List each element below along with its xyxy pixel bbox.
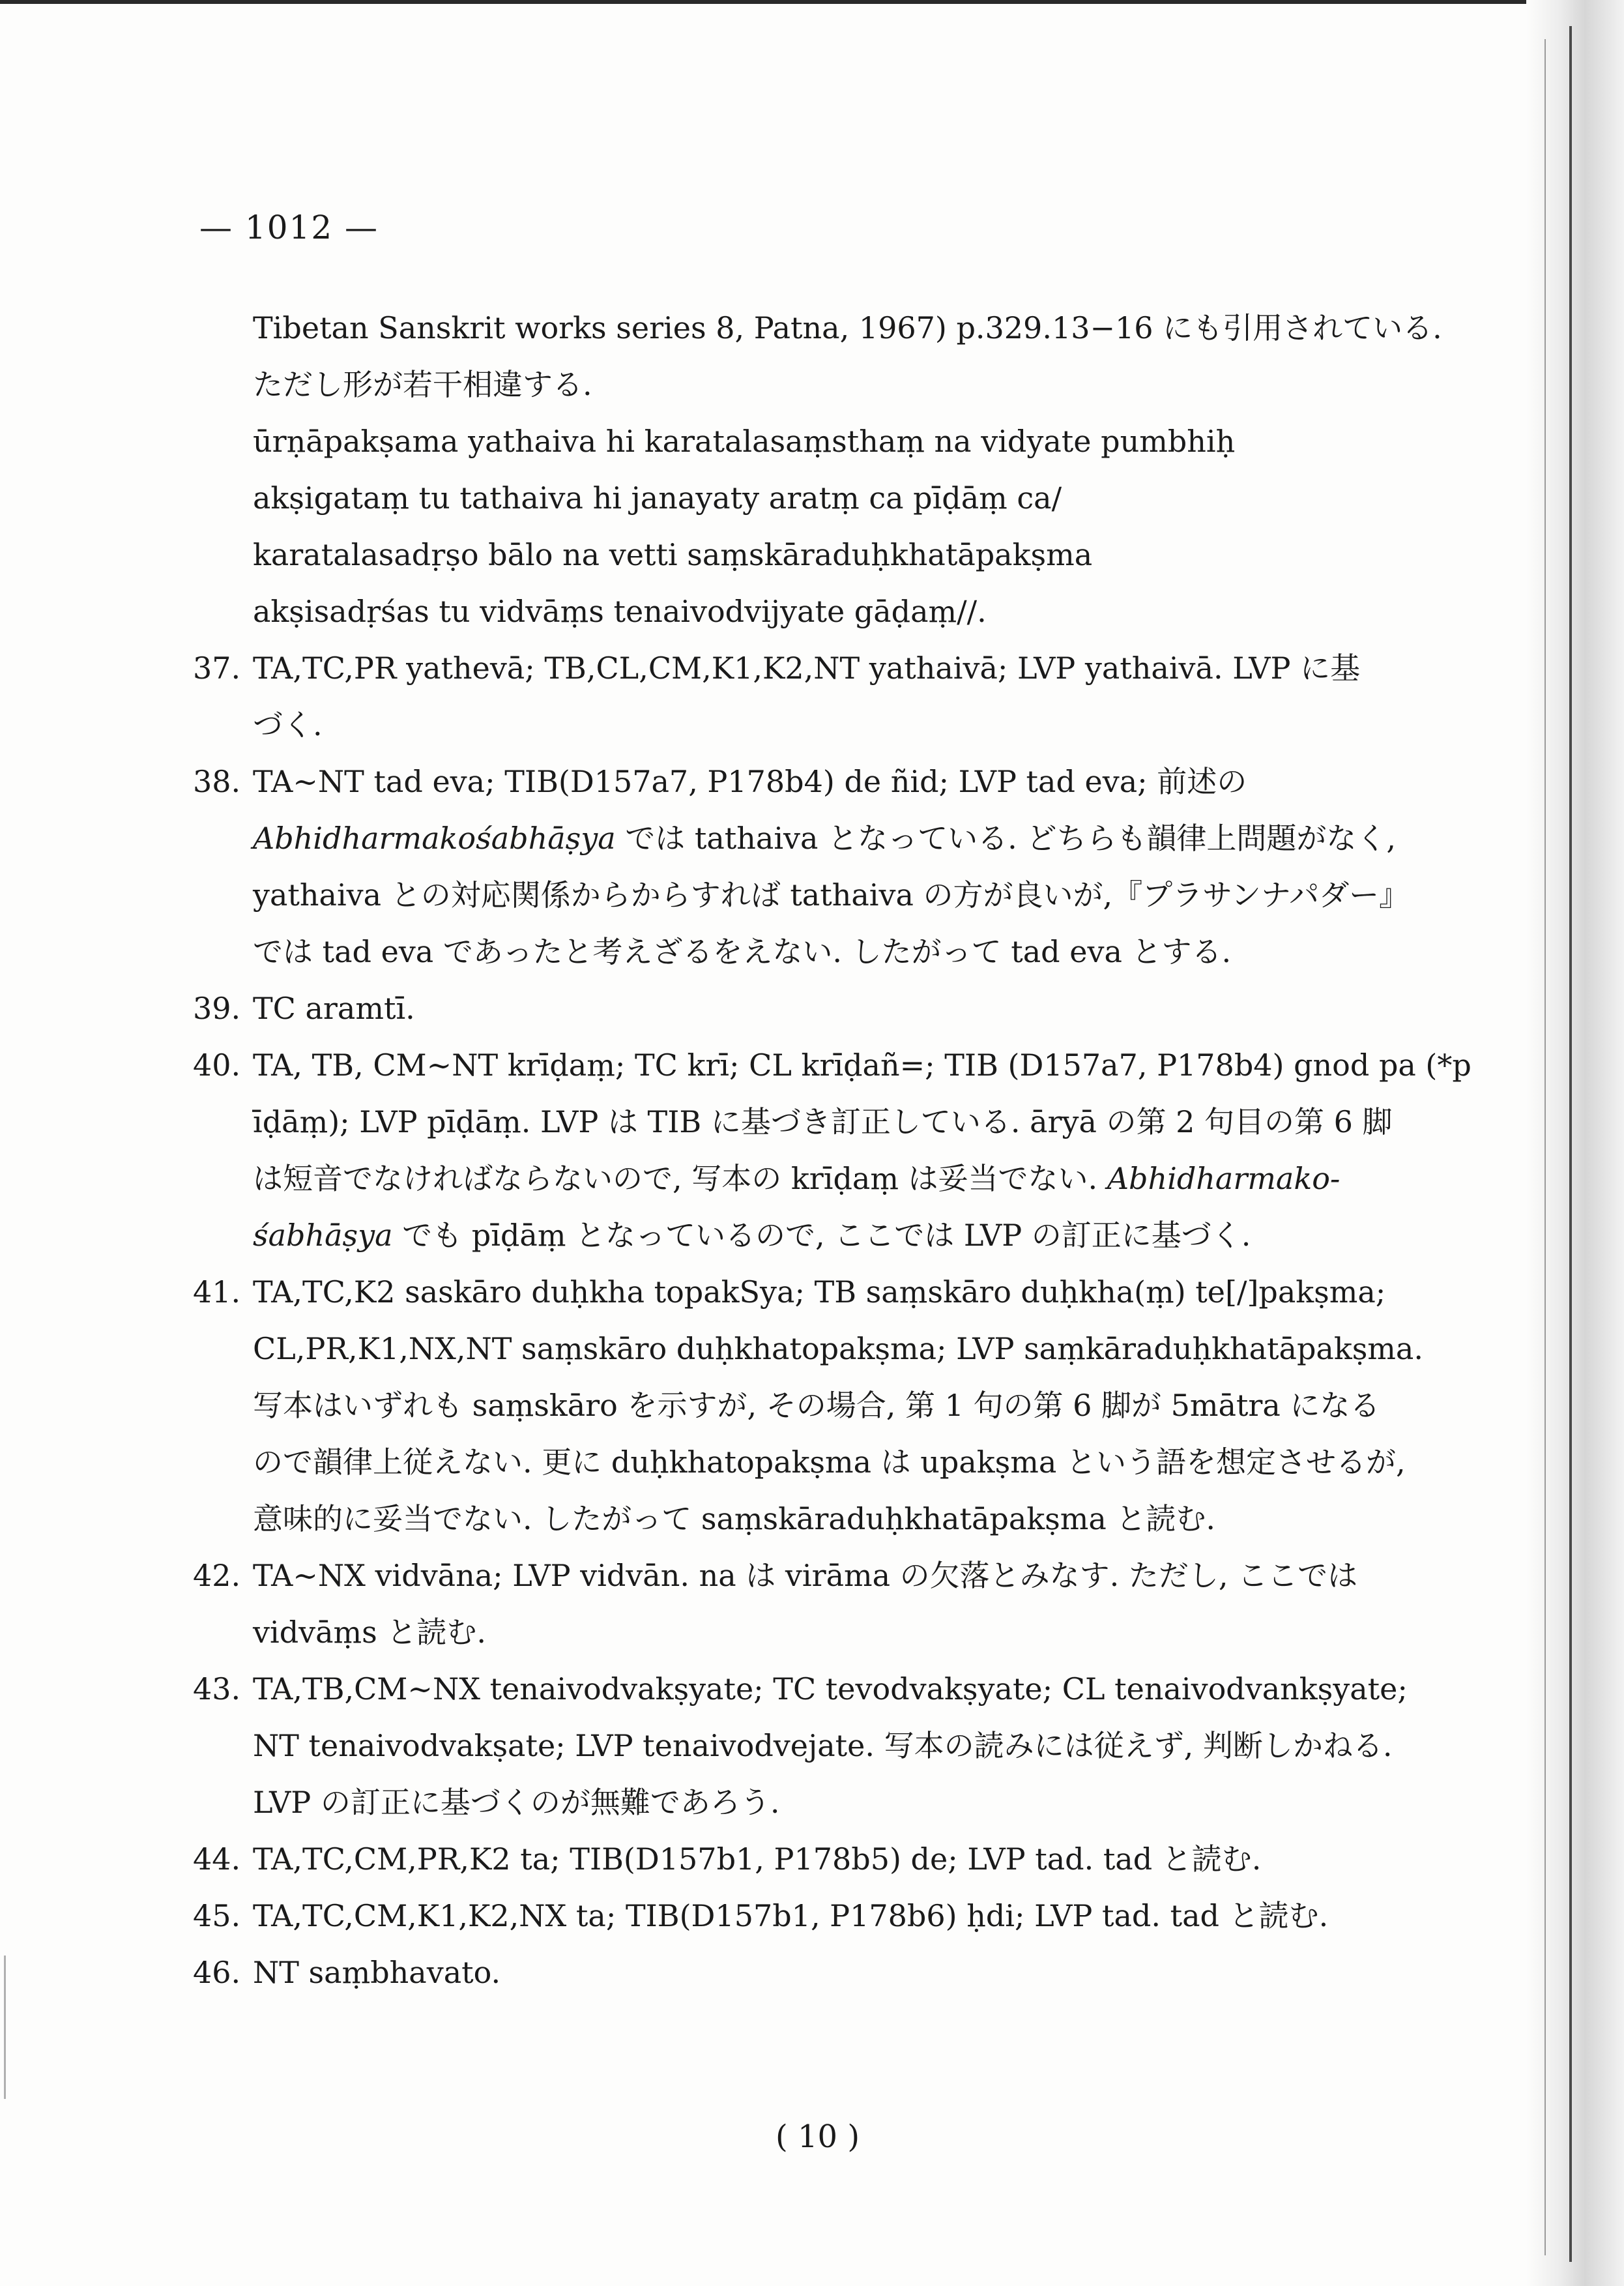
- note-line-mixed: [253, 810, 1418, 867]
- note-number: 40.: [193, 1048, 241, 1083]
- note-44: [193, 1831, 1418, 1888]
- italic-title: Abhidharmako-: [1107, 1161, 1341, 1196]
- note-line: vidvāṃs と読む.: [253, 1615, 487, 1650]
- verse-line: ūrṇāpakṣama yathaiva hi karatalasaṃsthaṃ na vidyate pumbhiḥ: [253, 424, 1236, 459]
- notes-body: [193, 300, 1472, 2001]
- note-37: [193, 640, 1418, 754]
- note-number: 43.: [193, 1671, 241, 1707]
- note-line: TC aramtī.: [253, 991, 415, 1026]
- note-line: TA, TB, CM∼NT krīḍaṃ; TC krī; CL krīḍañ=; TIB (D157a7, P178b4) gnod pa (*p: [253, 1048, 1472, 1083]
- italic-title: śabhāṣya: [253, 1218, 393, 1253]
- note-line: 写本はいずれも saṃskāro を示すが, その場合, 第 1 句の第 6 脚が 5mātra になる: [253, 1388, 1380, 1423]
- note-number: 46.: [193, 1955, 241, 1990]
- note-line: づく.: [253, 707, 323, 742]
- footer-page-label: ( 10 ): [776, 2118, 860, 2155]
- note-42: [193, 1547, 1418, 1661]
- note-line: yathaiva との対応関係からからすれば tathaiva の方が良いが,『プラサンナパダー』: [253, 877, 1410, 913]
- verse-line: karatalasadṛṣo bālo na vetti saṃskāraduḥkhatāpakṣma: [253, 537, 1093, 572]
- note-45: [193, 1888, 1418, 1944]
- note-line: TA,TC,PR yathevā; TB,CL,CM,K1,K2,NT yathaivā; LVP yathaivā. LVP に基: [253, 651, 1361, 686]
- note-line: ので韻律上従えない. 更に duḥkhatopakṣma は upakṣma という語を想定させるが,: [253, 1444, 1406, 1480]
- scan-top-border: [0, 0, 1624, 4]
- note-line: īḍāṃ); LVP pīḍāṃ. LVP は TIB に基づき訂正している. āryā の第 2 句目の第 6 脚: [253, 1104, 1393, 1139]
- italic-title: Abhidharmakośabhāṣya: [253, 821, 616, 856]
- note-39: [193, 980, 1418, 1037]
- note-40: [193, 1037, 1472, 1264]
- note-line-mixed: [253, 1150, 1418, 1207]
- note-41: [193, 1264, 1423, 1547]
- note-line: TA∼NT tad eva; TIB(D157a7, P178b4) de ñid; LVP tad eva; 前述の: [253, 764, 1247, 799]
- intro-line: Tibetan Sanskrit works series 8, Patna, 1967) p.329.13−16 にも引用されている.: [253, 310, 1442, 345]
- note-line-mixed: [253, 1207, 1418, 1264]
- note-line: NT saṃbhavato.: [253, 1955, 501, 1990]
- note-number: 44.: [193, 1841, 241, 1877]
- note-line: では tad eva であったと考えざるをえない. したがって tad eva とする.: [253, 934, 1232, 969]
- note-line: TA,TC,K2 saskāro duḥkha topakSya; TB saṃskāro duḥkha(ṃ) te[/]pakṣma;: [253, 1274, 1386, 1310]
- note-line: TA∼NX vidvāna; LVP vidvān. na は virāma の欠落とみなす. ただし, ここでは: [253, 1558, 1358, 1593]
- verse-line: akṣisadṛśas tu vidvāṃs tenaivodvijyate gāḍaṃ//.: [253, 594, 987, 629]
- note-line-rest: でも pīḍāṃ となっているので, ここでは LVP の訂正に基づく.: [392, 1218, 1251, 1253]
- note-line: NT tenaivodvakṣate; LVP tenaivodvejate. 写本の読みには従えず, 判断しかねる.: [253, 1728, 1393, 1763]
- note-43: [193, 1661, 1418, 1831]
- verse-line: akṣigataṃ tu tathaiva hi janayaty aratṃ ca pīḍāṃ ca/: [253, 480, 1062, 516]
- note-line-rest: では tathaiva となっている. どちらも韻律上問題がなく,: [615, 821, 1396, 856]
- note-line: 意味的に妥当でない. したがって saṃskāraduḥkhatāpakṣma と読む.: [253, 1501, 1216, 1536]
- note-number: 37.: [193, 651, 241, 686]
- note-line: TA,TB,CM∼NX tenaivodvakṣyate; TC tevodvakṣyate; CL tenaivodvankṣyate;: [253, 1671, 1408, 1707]
- note-number: 41.: [193, 1274, 241, 1310]
- page-number: — 1012 —: [199, 209, 379, 246]
- note-number: 38.: [193, 764, 241, 799]
- note-line: CL,PR,K1,NX,NT saṃskāro duḥkhatopakṣma; LVP saṃkāraduḥkhatāpakṣma.: [253, 1331, 1423, 1366]
- binding-edge: [1526, 0, 1624, 2286]
- scan-artifact: [4, 1956, 6, 2099]
- binding-line: [1569, 26, 1572, 2262]
- intro-line: ただし形が若干相違する.: [253, 367, 592, 402]
- note-38: [193, 754, 1418, 980]
- note-number: 42.: [193, 1558, 241, 1593]
- note-line-text: は短音でなければならないので, 写本の krīḍaṃ は妥当でない.: [253, 1161, 1098, 1196]
- binding-line-secondary: [1544, 39, 1546, 2255]
- note-46: [193, 1944, 1418, 2001]
- note-number: 39.: [193, 991, 241, 1026]
- note-number: 45.: [193, 1898, 241, 1933]
- note-line: TA,TC,CM,K1,K2,NX ta; TIB(D157b1, P178b6) ḥdi; LVP tad. tad と読む.: [253, 1898, 1329, 1933]
- note-line: LVP の訂正に基づくのが無難であろう.: [253, 1785, 780, 1820]
- note-line: TA,TC,CM,PR,K2 ta; TIB(D157b1, P178b5) de; LVP tad. tad と読む.: [253, 1841, 1262, 1877]
